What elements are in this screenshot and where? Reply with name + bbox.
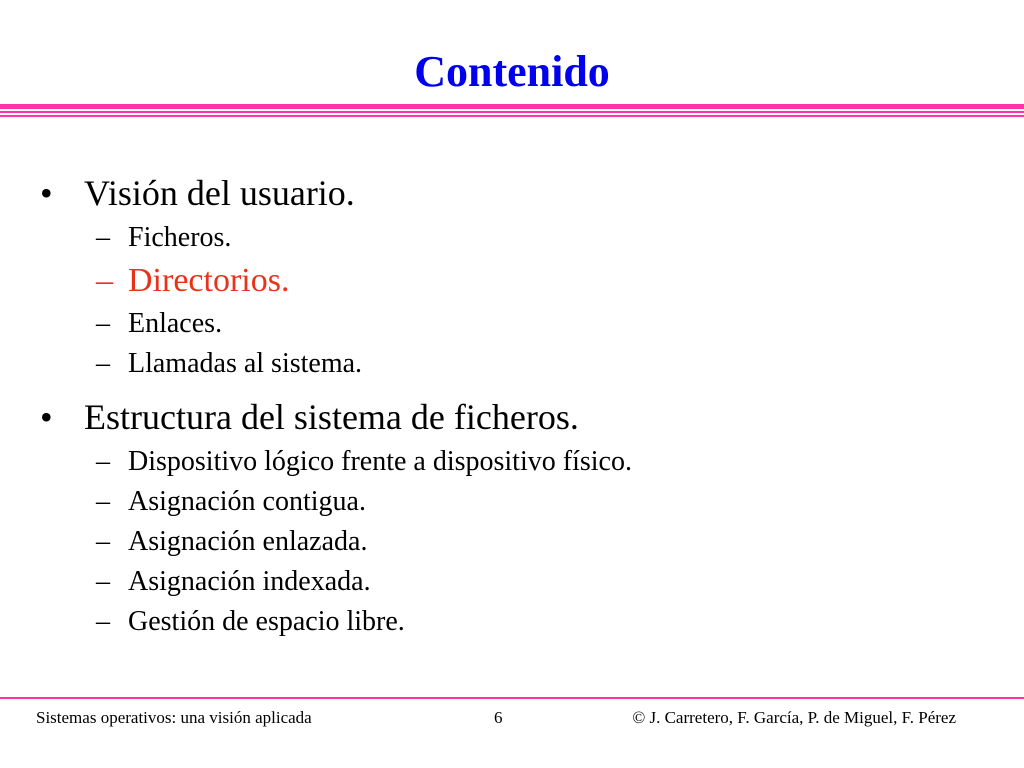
footer-copyright: © J. Carretero, F. García, P. de Miguel, F. Pérez [632,708,956,727]
bullet-item-user-view [40,168,1000,218]
dash-mark: – [96,566,110,597]
sub-item-enlazada [40,522,1000,562]
sub-item-ficheros [40,218,1000,258]
sub-item-label: Asignación indexada. [128,566,371,597]
dash-mark: – [96,486,110,517]
bullet-item-fs-structure [40,392,1000,442]
footer-course-title: Sistemas operativos: una visión aplicada [36,708,312,727]
sub-item-label: Asignación contigua. [128,486,366,517]
sub-item-contigua [40,482,1000,522]
bullet-mark: • [40,397,53,437]
sub-item-directorios [40,258,1000,304]
sub-item-label: Llamadas al sistema. [128,348,363,379]
dash-mark: – [96,262,113,299]
dash-mark: – [96,606,110,637]
footer-page-number: 6 [494,708,503,727]
sub-item-llamadas [40,344,1000,384]
title-rule-thin-lower [0,115,1024,117]
sub-item-label: Asignación enlazada. [128,526,368,557]
sub-item-espacio-libre [40,602,1000,642]
dash-mark: – [96,446,110,477]
dash-mark: – [96,308,110,339]
bullet-label: Estructura del sistema de ficheros. [84,397,579,437]
title-rule-thick [0,104,1024,109]
sub-item-label: Dispositivo lógico frente a dispositivo físico. [128,446,632,477]
dash-mark: – [96,526,110,557]
slide-footer [36,706,956,730]
dash-mark: – [96,348,110,379]
footer-rule [0,697,1024,699]
sub-list-fs-structure [40,442,1000,642]
sub-item-label: Directorios. [128,262,290,299]
sub-item-indexada [40,562,1000,602]
sub-item-dispositivo [40,442,1000,482]
bullet-mark: • [40,173,53,213]
bullet-label: Visión del usuario. [84,173,355,213]
title-rule-thin-upper [0,111,1024,113]
sub-list-user-view [40,218,1000,384]
dash-mark: – [96,222,110,253]
sub-item-label: Ficheros. [128,222,232,253]
slide-content [40,168,1000,650]
sub-item-enlaces [40,304,1000,344]
sub-item-label: Gestión de espacio libre. [128,606,405,637]
slide-title: Contenido [414,47,610,96]
sub-item-label: Enlaces. [128,308,223,339]
